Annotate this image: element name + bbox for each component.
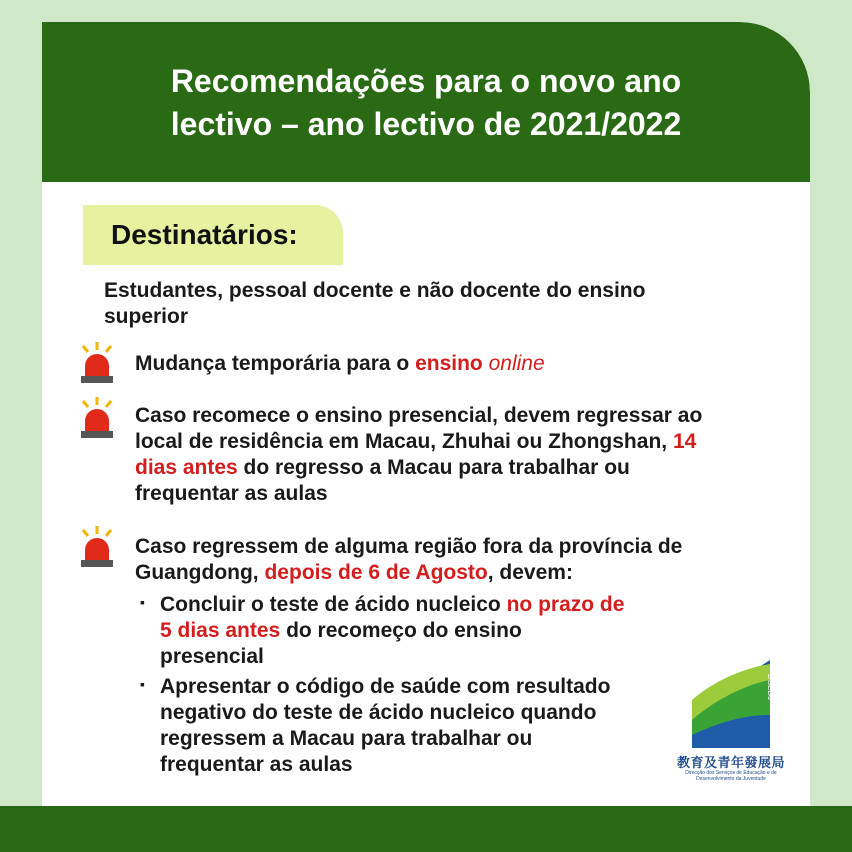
sub-item-1-line-2-text: do recomeço do ensino [280, 619, 522, 642]
item-3-line-2-tail: , devem: [487, 561, 573, 584]
sub-item-1-line-2 [160, 618, 624, 644]
sub-item-2-line-1: Apresentar o código de saúde com resultado [160, 675, 611, 698]
audience-text [104, 278, 645, 330]
item-3-line-2-red: depois de 6 de Agosto [264, 561, 488, 584]
item-3-line-1: Caso regressem de alguma região fora da província de [135, 535, 683, 558]
sub-item-2-line-3: regressem a Macau para trabalhar ou [160, 727, 533, 750]
item-1 [135, 351, 545, 377]
audience-tag [83, 205, 343, 265]
item-3 [135, 534, 682, 586]
sub-item-1 [160, 592, 624, 670]
sub-item-1-line-2-red: 5 dias antes [160, 619, 281, 642]
item-2-line-1: Caso recomece o ensino presencial, devem regressar ao [135, 404, 703, 427]
item-2-line-2-red: 14 [672, 430, 697, 453]
sub-item-2-line-4: frequentar as aulas [160, 753, 353, 776]
item-1-red: ensino [415, 352, 489, 375]
sub-item-1-line-1-text: Concluir o teste de ácido nucleico [160, 593, 507, 616]
audience-line-1: Estudantes, pessoal docente e não docente do ensino [104, 279, 646, 302]
item-2-line-3-red: dias antes [135, 456, 238, 479]
sub-item-2 [160, 674, 610, 778]
item-2-line-3 [135, 455, 702, 481]
page-title [42, 60, 810, 146]
header-banner [42, 22, 810, 182]
audience-line-2: superior [104, 305, 189, 328]
item-1-text: Mudança temporária para o [135, 352, 416, 375]
sub-item-1-line-1 [160, 592, 624, 618]
item-2-line-3-text: do regresso a Macau para trabalhar ou [237, 456, 630, 479]
bullet-icon: ▪ [140, 676, 145, 692]
sub-item-2-line-2: negativo do teste de ácido nucleico quando [160, 701, 597, 724]
sub-item-1-line-3: presencial [160, 645, 264, 668]
logo-abbr: DSEDJ [766, 674, 775, 701]
title-line-1: Recomendações para o novo ano [170, 63, 682, 99]
item-3-line-2-text: Guangdong, [135, 561, 265, 584]
logo-chinese-name: 教育及青年發展局 [676, 755, 785, 770]
logo-portuguese-name: Direcção dos Serviços de Educação e de Desenvolvimento da Juventude [685, 770, 777, 782]
bullet-icon: ▪ [140, 594, 145, 610]
item-1-red-italic: online [488, 352, 545, 375]
title-line-2: lectivo – ano lectivo de 2021/2022 [170, 106, 682, 142]
bottom-band [0, 806, 852, 852]
alarm-light-icon [77, 340, 117, 386]
item-2-line-2-text: local de residência em Macau, Zhuhai ou Zhongshan, [135, 430, 673, 453]
sub-item-1-line-1-red: no prazo de [506, 593, 625, 616]
item-2-line-2 [135, 429, 702, 455]
item-3-line-2 [135, 560, 682, 586]
item-2-line-4: frequentar as aulas [135, 482, 328, 505]
alarm-light-icon [77, 395, 117, 441]
item-2 [135, 403, 702, 507]
alarm-light-icon [77, 524, 117, 570]
audience-tag-label: Destinatários: [111, 219, 298, 250]
